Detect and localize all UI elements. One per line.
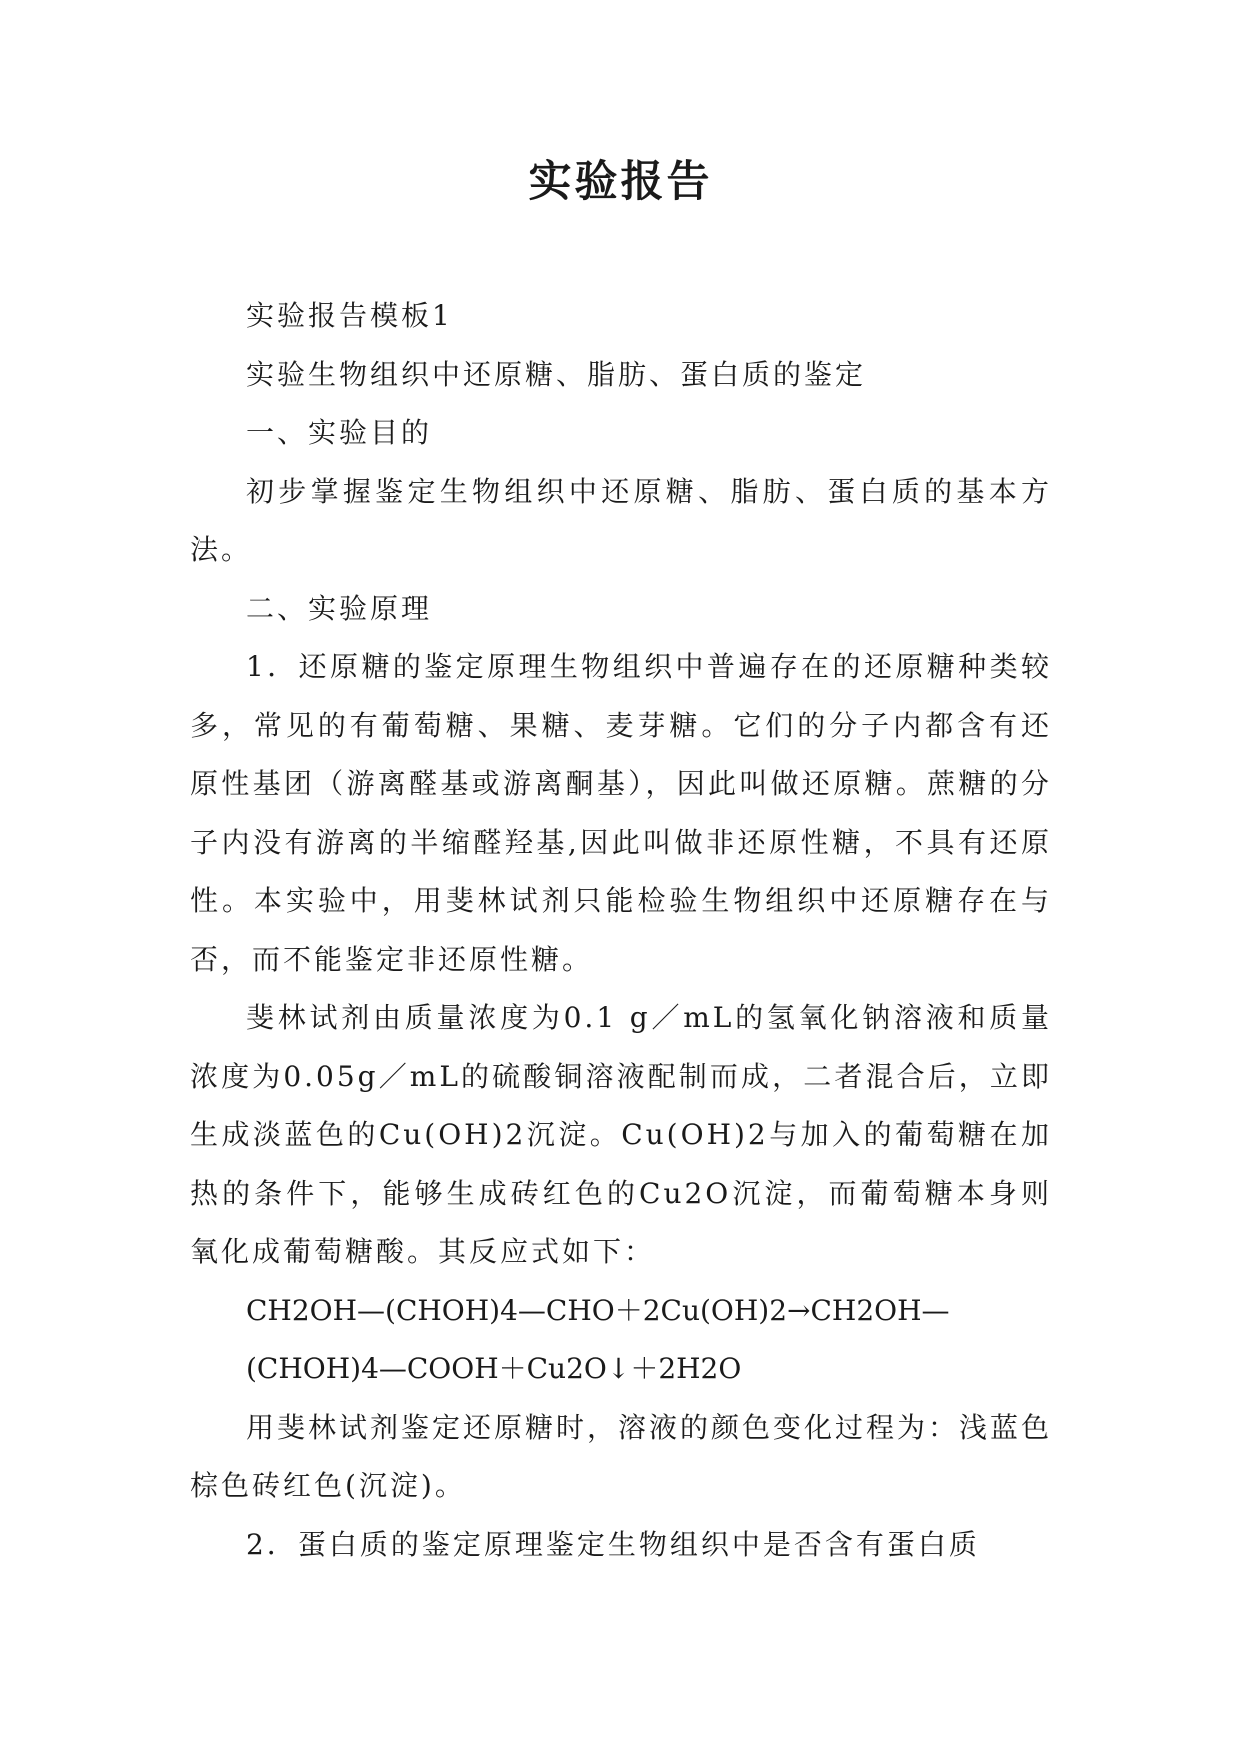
principle-paragraph-fehling: 斐林试剂由质量浓度为0.1 g／mL的氢氧化钠溶液和质量浓度为0.05g／mL的硫酸铜溶液配制而成，二者混合后，立即生成淡蓝色的Cu(OH)2沉淀。Cu(OH)2与加入的葡萄糖在加热的条件下，能够生成砖红色的Cu2O沉淀，而葡萄糖本身则氧化成葡萄糖酸。其反应式如下：	[190, 1001, 1052, 1268]
section-heading-purpose: 一、实验目的	[246, 416, 433, 449]
purpose-paragraph: 初步掌握鉴定生物组织中还原糖、脂肪、蛋白质的基本方法。	[190, 474, 1052, 566]
reaction-formula-line-1: CH2OH—(CHOH)4—CHO＋2Cu(OH)2→CH2OH—	[246, 1293, 950, 1327]
principle-paragraph-protein: 2．蛋白质的鉴定原理鉴定生物组织中是否含有蛋白质	[246, 1527, 980, 1561]
document-title: 实验报告	[528, 157, 713, 207]
reaction-formula-line-2: (CHOH)4—COOH＋Cu2O↓＋2H2O	[246, 1352, 742, 1385]
document-body	[190, 287, 1052, 1574]
section-heading-principle: 二、实验原理	[246, 591, 433, 625]
color-change-paragraph: 用斐林试剂鉴定还原糖时，溶液的颜色变化过程为：浅蓝色棕色砖红色(沉淀)。	[190, 1410, 1053, 1502]
template-heading: 实验报告模板1	[246, 299, 453, 332]
principle-paragraph-sugar: 1．还原糖的鉴定原理生物组织中普遍存在的还原糖种类较多，常见的有葡萄糖、果糖、麦芽糖。它们的分子内都含有还原性基团（游离醛基或游离酮基），因此叫做还原糖。蔗糖的分子内没有游离的半缩醛羟基,因此叫做非还原性糖，不具有还原性。本实验中，用斐林试剂只能检验生物组织中还原糖存在与否，而不能鉴定非还原性糖。	[190, 650, 1052, 976]
experiment-title: 实验生物组织中还原糖、脂肪、蛋白质的鉴定	[246, 357, 867, 391]
